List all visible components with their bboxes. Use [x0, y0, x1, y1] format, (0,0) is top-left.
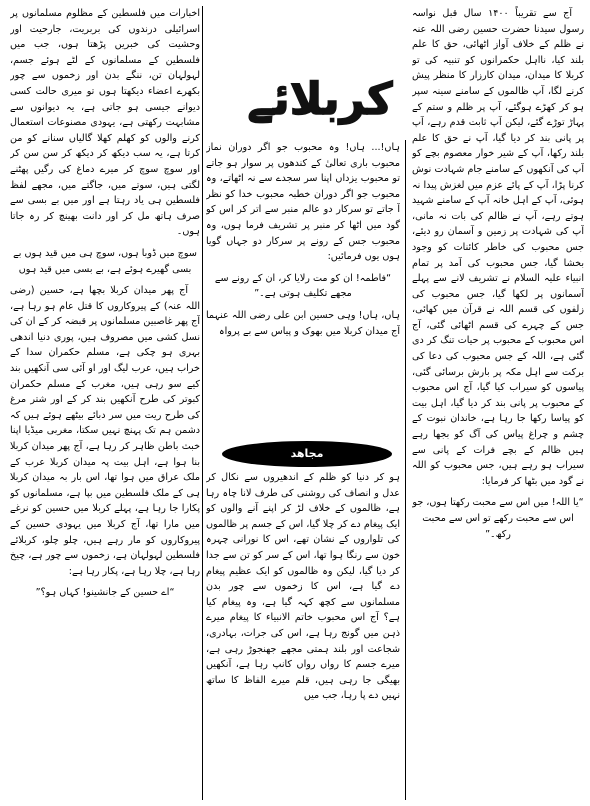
column-left: [10, 6, 200, 802]
paragraph: اخبارات میں فلسطین کے مظلوم مسلمانوں پر اسرائیلی درندوں کی بربریت، جارحیت اور وحشیت کی خبریں پڑھتا ہوں، جب میں فلسطین کے مسلمانوں کے لٹے ہوئے جسم، لہولہان تن، ننگے بدن اور زخموں سے چور بکھرے اعضاء دیکھتا ہوں تو میری حالت کسی دیوانے جیسی ہو جاتی ہے، یہ دیوانوں سے مشابہت رکھتی ہے، یہودی مصنوعات استعمال کرنے والوں کو کھلم کھلا گالیاں سنانے کو من کرتا ہے، یہ سب دیکھ کر دیکھ کر سن سن کر اور سوچ سوچ کر میرے دماغ کی رگیں پھٹنے لگتی ہیں، سوتے میں، جاگتے میں، مجھے لفظ فلسطین ہی یاد رہتا ہے اور میں بے بسی سے صرف ہاتھ مل کر اور دانت بھینچ کر رہ جاتا ہوں۔: [10, 8, 200, 238]
quote: “اے حسین کے جانشینو! کہاں ہو؟”: [35, 587, 175, 599]
column-divider-right: [405, 140, 406, 800]
column-middle-bottom: [206, 470, 400, 802]
paragraph: آج سے تقریباً ۱۴۰۰ سال قبل نواسہ رسول سیدنا حضرت حسین رضی اللہ عنہ نے ظلم کے خلاف آواز اٹھائی، حق کا علم بلند کیا، نااہل حکمرانوں کو تنبیہ کی تو کربلا کا میدان، میدان کارزار کا منظر پیش کرنے لگا، آپ ظالموں کے سامنے سینہ سپر ہو کر کھڑے ہوگئے، آپ پر ظلم و ستم کے پہاڑ توڑے گئے، لیکن آپ ثابت قدم رہے، آپ پر پانی بند کر دیا گیا، آپ نے حق کا علم بلند رکھا، آپ کے شیر خوار معصوم بچے کو آپ کی آنکھوں کے سامنے جام شہادت نوش کرنا پڑا، آپ کے پائے عزم میں لغزش پیدا نہ ہوئی، آپ کے اہل خانہ آپ کے سامنے شہید ہوتے رہے، آپ نے ظالم کی بات نہ مانی، آپ کی شہادت پر زمین و آسمان رو دیئے، جس محبوب کی خاطر کائنات کو وجود بخشا گیا، جس محبوب کی آمد پر تمام انبیاء علیہ السلام نے تشریف لانے سے پہلے آسمانوں پر لکھا گیا، جس محبوب کی زلفوں کی قسم اللہ نے قرآن میں کھائی، جس کے چہرے کی قسم اٹھائی گئی، آج اس محبوب کے محبوب پر حیات تنگ کر دی گئی ہے، اللہ کے جس محبوب کی دعا کی برکت سے اہل مکہ پر بارش برسائی گئی، پیاسوں کو سیراب کیا گیا، آج اس محبوب کے محبوب پر پانی بند کر دیا گیا، اہل بیت کو پیاسا رکھا جا رہا ہے، خاندان نبوت کے چشم و چراغ پیاس کی آگ کو بجھا رہے ہیں ظالم کے بچے فرات کے پانی سے سیراب ہو رہے ہیں، جس محبوب کو اللہ نے گود میں بٹھا کر فرمایا:: [412, 8, 584, 487]
verse: سوچ میں ڈوبا ہوں، سوچ ہی میں قید ہوں بے بسی گھیرے ہوئے ہے، بے بسی میں قید ہوں: [13, 247, 197, 275]
quote: “یا اللہ! میں اس سے محبت رکھتا ہوں، جو اس سے محبت رکھے تو اس سے محبت رکھ۔”: [412, 497, 584, 540]
quote: “فاطمہ! ان کو مت رلایا کر، ان کے رونے سے مجھے تکلیف ہوتی ہے۔”: [214, 272, 392, 300]
column-divider-left: [202, 6, 203, 800]
column-right: [412, 6, 584, 802]
column-middle-top: [206, 140, 400, 440]
paragraph: آج پھر میدان کربلا بچھا ہے، حسین (رضی اللہ عنہ) کے پیروکاروں کا قتل عام ہو رہا ہے، آج پھر غاصبین مسلمانوں پر قبضہ کر کے ان کی نسل کشی میں مصروف ہیں، پوری دنیا اندھی بہری ہو چکی ہے، مسلم حکمران سدا کے خراب ہیں، عرب لیگ اور او آئی سی آنکھیں بند کیے سو رہی ہیں، مغرب کے مسلم حکمران کبوتر کی طرح آنکھیں بند کر کے اور شتر مرغ کی طرح ریت میں سر دبائے بیٹھے ہوئے ہیں کہ دشمن ہم تک پہنچ نہیں سکتا، مغربی میڈیا اپنا خبث باطن ظاہر کر رہا ہے، آج پھر میدان کربلا بنا ہوا ہے، اہل بیت پہ میدان کربلا عرب کے ملک عراق میں ہوا تھا، اس بار بہ میدان کربلا ہی کے ملک فلسطین میں بپا ہے، مسلمانوں کو پکارا جا رہا ہے، پہلے کربلا میں حسین کو نرغے میں مارا تھا، آج کربلا میں یہودی حسین کے پیروکاروں کو مار رہے ہیں، چلو چلو، کربلائے فلسطین لہولہان ہے، زخموں سے چور ہے، چیخ رہا ہے، چلا رہا ہے، پکار رہا ہے:: [10, 285, 200, 577]
author-badge: مجاھد: [222, 441, 392, 467]
paragraph: ہاں، ہاں! وہی حسین ابن علی رضی اللہ عنہما آج میدان کربلا میں بھوک و پیاس سے بے پرواہ: [206, 309, 400, 337]
headline: کربلائے: [247, 74, 393, 125]
paragraph: ہو کر دنیا کو ظلم کے اندھیروں سے نکال کر عدل و انصاف کی روشنی کی طرف لانا چاہ رہا ہے، ظالموں کے خلاف لڑ کر اپنے آنے والوں کو ایک پیغام دے کر چلا گیا، اس کے جسم پر ظالموں کی تلواروں کے نشان تھے، اس کا نورانی چہرہ خون سے رنگا ہوا تھا، اس کے سر کو تن سے جدا کر دیا گیا، لیکن وہ ظالموں کو ایک عظیم پیغام دے گیا ہے، اس کا زخموں سے چور بدن مسلمانوں سے کچھ کہہ گیا ہے، وہ پیغام کیا ہے؟ آج اس محبوب خاتم الانبیاء کا پیغام میرے ذہن میں گونج رہا ہے، اس کی جرات، بہادری، شجاعت اور بلند ہمتی مجھے جھنجوڑ رہی ہے، میرے جسم کا رواں رواں کانپ رہا ہے، آنکھیں بھیگی جا رہی ہیں، قلم میرے الفاظ کا ساتھ نہیں دے پا رہا، جب میں: [206, 472, 400, 702]
paragraph: ہاں!... ہاں! وہ محبوب جو اگر دوران نماز محبوب باری تعالیٰ کے کندھوں پر سوار ہو جاتے تو محبوب یزداں اپنا سر سجدے سے نہ اٹھاتے، وہ محبوب جو اگر دوران خطبہ محبوب خدا کو نظر آ جاتے تو سرکار دو عالم منبر سے اتر کر اس کو گود میں اٹھا کر منبر پر تشریف فرما ہوں، وہ محبوب جس کے رونے پر سرکار دو جہاں گویا ہوں یوں فرمائیں:: [206, 142, 400, 263]
